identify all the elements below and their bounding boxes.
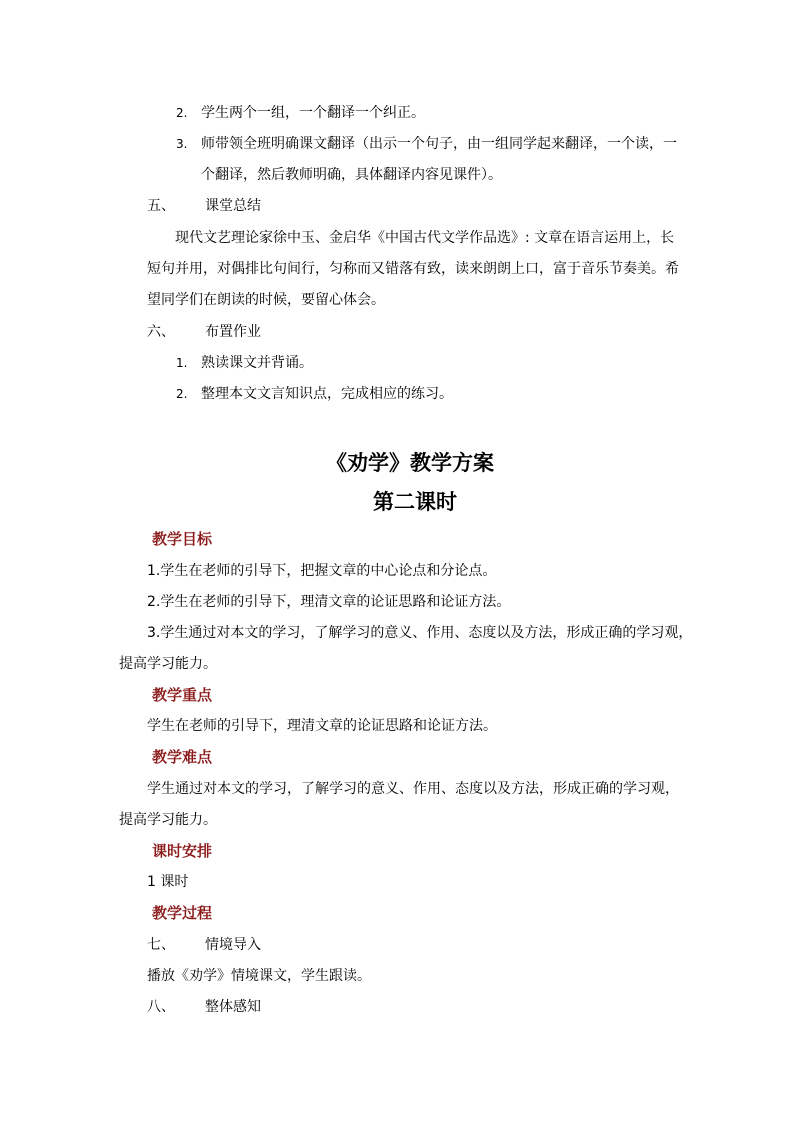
paragraph-line: 现代文艺理论家徐中玉、金启华《中国古代文学作品选》: 文章在语言运用上，长 — [175, 230, 675, 246]
section-number: 六、 — [147, 324, 175, 340]
paragraph-line: 提高学习能力。 — [119, 812, 217, 828]
section-title: 情境导入 — [205, 937, 261, 953]
paragraph-line: 短句并用，对偶排比句间行，匀称而又错落有致，读来朗朗上口，富于音乐节奏美。希 — [147, 261, 679, 277]
paragraph-line: 望同学们在朗读的时候，要留心体会。 — [147, 292, 385, 308]
section-heading: 教学重点 — [152, 686, 213, 704]
section-heading: 课时安排 — [152, 842, 213, 860]
section-heading: 教学难点 — [152, 748, 213, 766]
list-number: 1. — [176, 356, 188, 370]
document-subtitle: 第二课时 — [373, 489, 457, 514]
paragraph-line: 播放《劝学》情境课文，学生跟读。 — [147, 968, 371, 984]
list-number: 3. — [176, 137, 188, 151]
list-item-continuation: 个翻译，然后教师明确，具体翻译内容见课件）。 — [201, 167, 502, 183]
list-item-text: 师带领全班明确课文翻译（出示一个句子，由一组同学起来翻译，一个读，一 — [201, 136, 677, 152]
list-item-text: 学生两个一组，一个翻译一个纠正。 — [201, 105, 425, 121]
list-number: 2. — [176, 106, 188, 120]
goal-line: 3.学生通过对本文的学习，了解学习的意义、作用、态度以及方法，形成正确的学习观， — [147, 625, 693, 641]
goal-line: 2.学生在老师的引导下，理清文章的论证思路和论证方法。 — [147, 594, 511, 610]
goal-line: 1.学生在老师的引导下，把握文章的中心论点和分论点。 — [147, 563, 497, 579]
section-title: 课堂总结 — [205, 198, 261, 214]
section-number: 七、 — [147, 937, 175, 953]
paragraph-line: 学生在老师的引导下，理清文章的论证思路和论证方法。 — [147, 718, 497, 734]
section-title: 布置作业 — [205, 324, 261, 340]
paragraph-line: 1 课时 — [147, 874, 189, 890]
list-item-text: 熟读课文并背诵。 — [201, 355, 313, 371]
section-number: 五、 — [147, 198, 175, 214]
section-heading: 教学过程 — [152, 904, 213, 922]
list-number: 2. — [176, 387, 188, 401]
section-heading: 教学目标 — [152, 530, 213, 548]
section-title: 整体感知 — [205, 999, 261, 1015]
list-item-text: 整理本文文言知识点，完成相应的练习。 — [201, 386, 453, 402]
document-title: 《劝学》教学方案 — [326, 450, 494, 475]
section-number: 八、 — [147, 999, 175, 1015]
goal-line: 提高学习能力。 — [119, 656, 217, 672]
paragraph-line: 学生通过对本文的学习，了解学习的意义、作用、态度以及方法，形成正确的学习观， — [147, 781, 679, 797]
